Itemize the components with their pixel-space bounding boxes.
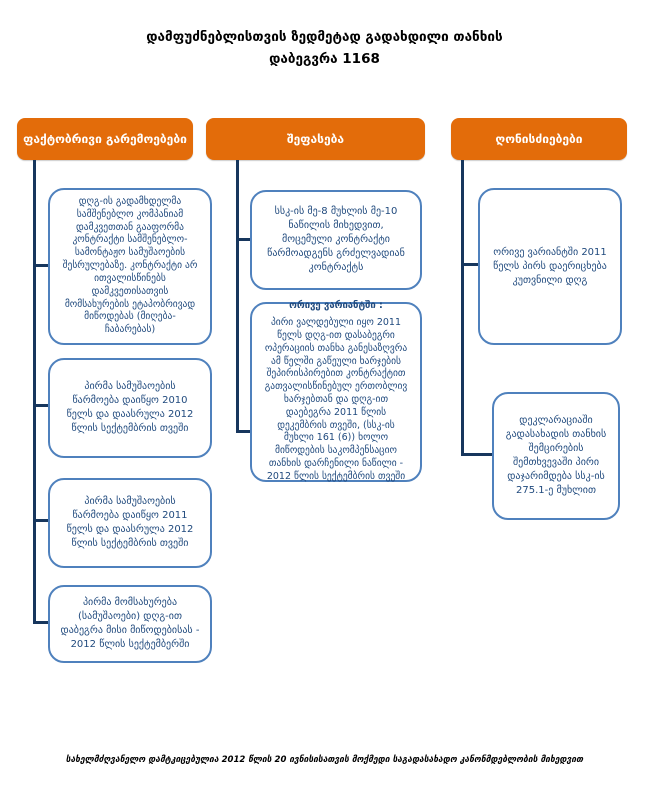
connector-stub-left-1 (36, 264, 48, 267)
column-header-measures (451, 118, 627, 160)
column-header-label: ფაქტობრივი გარემოებები (23, 132, 187, 146)
factual-box-works-2010 (48, 358, 212, 458)
column-header-label: შეფასება (286, 132, 345, 146)
connector-stub-left-2 (36, 404, 48, 407)
connector-stub-left-4 (36, 621, 48, 624)
box-text: პირმა სამუშაოების წარმოება დაიწყო 2011 წელს და დაასრულა 2012 წლის სექტემბრის თვეში (66, 496, 194, 549)
connector-stub-right-2 (464, 453, 492, 456)
measures-box-vat-accrual (478, 188, 622, 345)
connector-stub-right-1 (464, 263, 478, 266)
factual-box-works-2011 (48, 478, 212, 568)
box-heading: ორივე ვარიანტში : (289, 300, 383, 312)
connector-stub-left-3 (36, 519, 48, 522)
box-text: დეკლარაციაში გადასახადის თანხის შემცირების შემთხვევაში პირი დაჯარიმდება სსკ-ის 275.1-ე მუხლით (505, 415, 607, 496)
box-text: ორივე ვარიანტში 2011 წელს პირს დაერიცხება კუთვნილი დღგ (493, 246, 607, 286)
factual-box-vat-2012 (48, 585, 212, 663)
column-header-evaluation (206, 118, 425, 160)
column-header-label: ღონისძიებები (495, 132, 583, 146)
box-text: დღგ-ის გადამხდელმა სამშენებლო კომპანიამ დამკვეთთან გააფორმა კონტრაქტი სამშენებლო-სამონტაჟო სამუშაოების შესრულებაზე. კონტრაქტი არ ითვალისწინებს დამკვეთისათვის მომსახურების ეტაპობრივად მიწოდებას (მიღება-ჩაბარებას) (62, 196, 198, 336)
page-title-line1: დამფუძნებლისთვის ზედმეტად გადახდილი თანხის (146, 29, 503, 45)
connector-vertical-right (461, 160, 464, 456)
evaluation-box-both-variants (250, 302, 422, 482)
connector-stub-middle-2 (239, 430, 250, 433)
factual-box-contract (48, 188, 212, 345)
box-text: პირმა მომსახურება (სამუშაოები) დღგ-ით დაბეგრა მისი მიწოდებისას - 2012 წლის სექტემბერში (60, 597, 200, 650)
footer-note: სახელმძღვანელო დამტკიცებულია 2012 წლის 20 ივნისისათვის მოქმედი საგადასახადო კანონმდებლობის მიხედვით (65, 755, 584, 765)
connector-vertical-middle (236, 160, 239, 433)
box-text: პირი ვალდებული იყო 2011 წელს დღგ-ით დასაბეგრი ოპერაციის თანხა განესაზღვრა ამ წელში გაწეული ხარჯების შეპირისპირებით კონტრაქტით გათვალისწინებულ ერთობლივ ხარჯებთან და დღგ-ით დაებეგრა 2011 წლის დეკემბრის თვეში, (სსკ-ის მუხლი 161 (6)) ხოლო მიწოდების საკომპენსაციო თანხის დარჩენილი ნაწილი - 2012 წლის სექტემბრის თვეში (264, 317, 408, 482)
evaluation-box-long-term-contract (250, 190, 422, 290)
page-title (0, 26, 649, 70)
connector-vertical-left (33, 160, 36, 624)
box-text: პირმა სამუშაოების წარმოება დაიწყო 2010 წელს და დაასრულა 2012 წლის სექტემბრის თვეში (66, 381, 194, 434)
column-header-factual-circumstances (17, 118, 193, 160)
connector-stub-middle-1 (239, 238, 250, 241)
box-text: სსკ-ის მე-8 მუხლის მე-10 ნაწილის მიხედვით, მოცემული კონტრაქტი წარმოადგენს გრძელვადიან კონტრაქტს (267, 206, 405, 273)
page-title-line2: დაბეგვრა 1168 (269, 51, 380, 67)
measures-box-penalty (492, 392, 620, 520)
